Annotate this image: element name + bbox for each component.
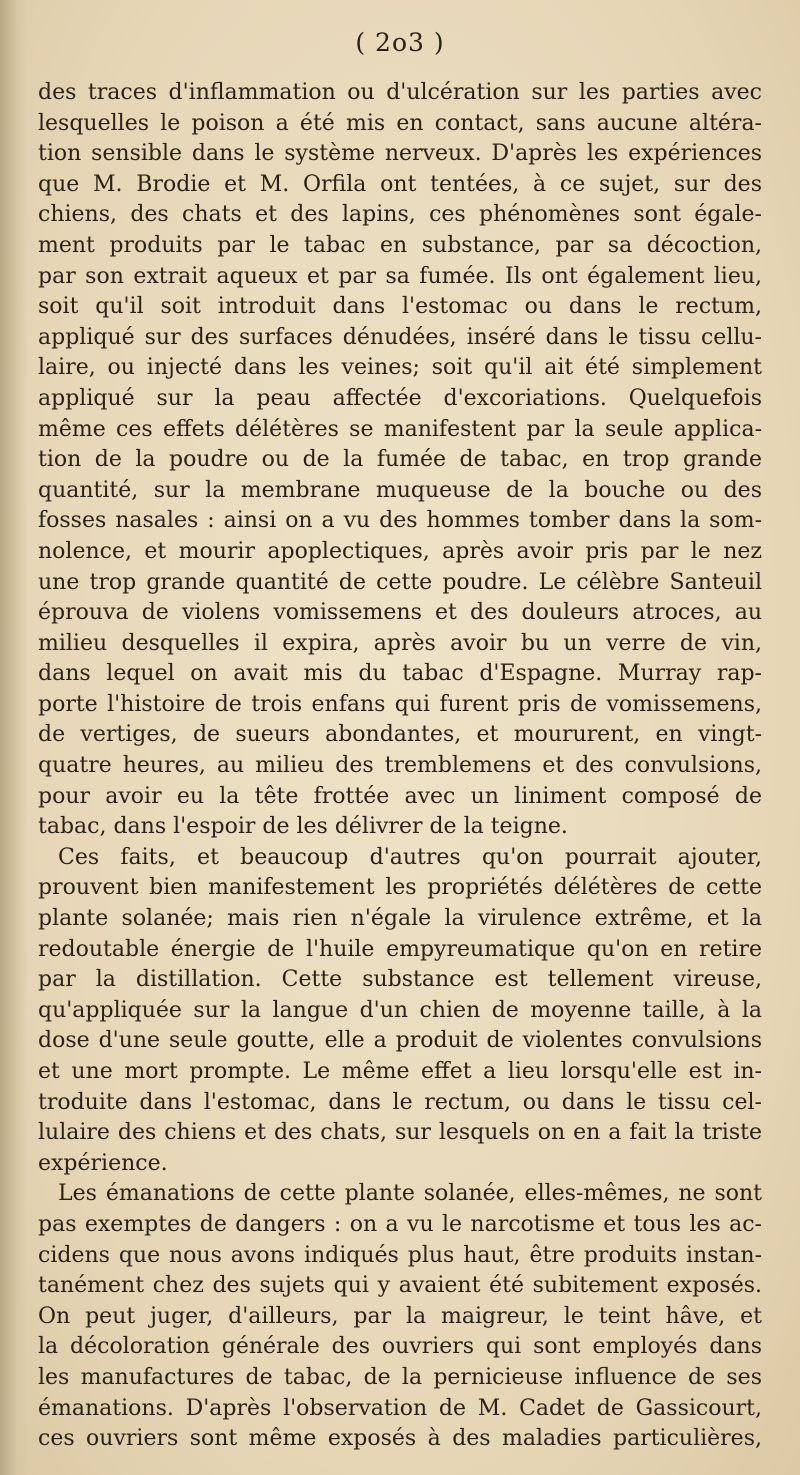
text-line: tion sensible dans le système nerveux. D'après les expériences bbox=[38, 141, 762, 167]
text-line: ces ouvriers sont même exposés à des maladies particulières, bbox=[38, 1426, 762, 1452]
text-line: redoutable énergie de l'huile empyreumatique qu'on en retire bbox=[38, 936, 762, 962]
text-line: milieu desquelles il expira, après avoir bu un verre de vin, bbox=[38, 630, 762, 656]
text-line: chiens, des chats et des lapins, ces phénomènes sont égale- bbox=[38, 202, 762, 228]
text-line: quantité, sur la membrane muqueuse de la bouche ou des bbox=[38, 477, 762, 503]
text-line: dose d'une seule goutte, elle a produit de violentes convulsions bbox=[38, 1028, 762, 1054]
text-line: éprouva de violens vomissemens et des douleurs atroces, au bbox=[38, 600, 762, 626]
text-line: troduite dans l'estomac, dans le rectum, ou dans le tissu cel- bbox=[38, 1089, 762, 1115]
text-line: émanations. D'après l'observation de M. Cadet de Gassicourt, bbox=[38, 1395, 762, 1421]
text-line: tion de la poudre ou de la fumée de tabac, en trop grande bbox=[38, 447, 762, 473]
text-line: On peut juger, d'ailleurs, par la maigreur, le teint hâve, et bbox=[38, 1303, 762, 1329]
text-line: Ces faits, et beaucoup d'autres qu'on pourrait ajouter, bbox=[58, 844, 762, 870]
text-line: nolence, et mourir apoplectiques, après avoir pris par le nez bbox=[38, 538, 762, 564]
text-line: cidens que nous avons indiqués plus haut, être produits instan- bbox=[38, 1242, 762, 1268]
text-line: pour avoir eu la tête frottée avec un liniment composé de bbox=[38, 783, 762, 809]
page-left-edge-shadow bbox=[0, 0, 28, 1475]
text-line: par la distillation. Cette substance est tellement vireuse, bbox=[38, 967, 762, 993]
text-line: prouvent bien manifestement les propriétés délétères de cette bbox=[38, 875, 762, 901]
text-line: une trop grande quantité de cette poudre. Le célèbre Santeuil bbox=[38, 569, 762, 595]
text-line: lulaire des chiens et des chats, sur lesquels on en a fait la triste bbox=[38, 1120, 762, 1146]
text-line: ment produits par le tabac en substance, par sa décoction, bbox=[38, 232, 762, 258]
text-line: Les émanations de cette plante solanée, elles-mêmes, ne sont bbox=[58, 1181, 762, 1207]
text-line: fosses nasales : ainsi on a vu des hommes tomber dans la som- bbox=[38, 508, 762, 534]
text-line: pas exemptes de dangers : on a vu le narcotisme et tous les ac- bbox=[38, 1211, 762, 1237]
text-line: tabac, dans l'espoir de les délivrer de la teigne. bbox=[38, 814, 568, 840]
text-line: lesquelles le poison a été mis en contact, sans aucune altéra- bbox=[38, 110, 762, 136]
text-line: plante solanée; mais rien n'égale la virulence extrême, et la bbox=[38, 906, 762, 932]
text-line: et une mort prompte. Le même effet a lieu lorsqu'elle est in- bbox=[38, 1059, 762, 1084]
text-line: porte l'histoire de trois enfans qui furent pris de vomissemens, bbox=[38, 691, 762, 717]
text-line: que M. Brodie et M. Orfila ont tentées, à ce sujet, sur des bbox=[38, 171, 762, 197]
text-line: quatre heures, au milieu des tremblemens et des convulsions, bbox=[38, 753, 762, 779]
text-line: appliqué sur la peau affectée d'excoriations. Quelquefois bbox=[38, 385, 762, 411]
text-line: des traces d'inflammation ou d'ulcération sur les parties avec bbox=[38, 80, 762, 105]
text-line: qu'appliquée sur la langue d'un chien de moyenne taille, à la bbox=[38, 997, 762, 1023]
page-number: ( 2o3 ) bbox=[355, 28, 445, 57]
text-line: même ces effets délétères se manifestent par la seule applica- bbox=[38, 416, 762, 442]
text-line: par son extrait aqueux et par sa fumée. Ils ont également lieu, bbox=[38, 263, 762, 289]
text-line: appliqué sur des surfaces dénudées, inséré dans le tissu cellu- bbox=[38, 324, 762, 350]
text-line: les manufactures de tabac, de la pernicieuse influence de ses bbox=[38, 1364, 762, 1390]
body-text bbox=[38, 78, 762, 1455]
text-line: laire, ou injecté dans les veines; soit qu'il ait été simplement bbox=[38, 355, 762, 381]
text-line: soit qu'il soit introduit dans l'estomac ou dans le rectum, bbox=[38, 294, 762, 320]
text-line: la décoloration générale des ouvriers qui sont employés dans bbox=[38, 1334, 762, 1360]
text-line: dans lequel on avait mis du tabac d'Espagne. Murray rap- bbox=[38, 661, 762, 687]
text-line: de vertiges, de sueurs abondantes, et moururent, en vingt- bbox=[38, 722, 762, 748]
text-line: tanément chez des sujets qui y avaient été subitement exposés. bbox=[38, 1273, 762, 1299]
text-line: expérience. bbox=[38, 1150, 168, 1176]
